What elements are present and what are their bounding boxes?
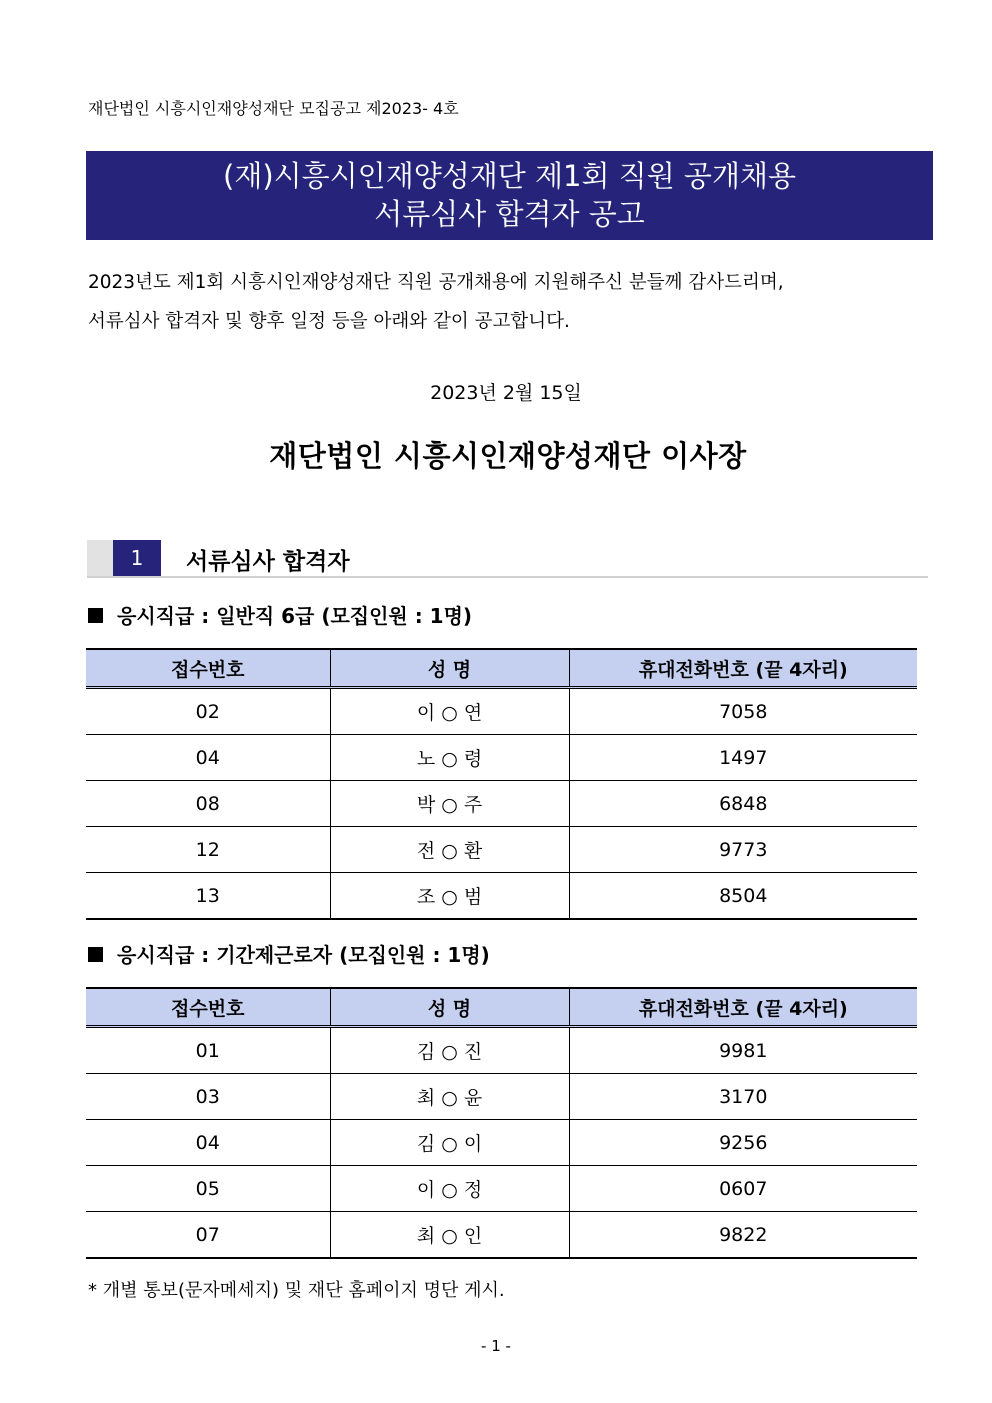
cell-name: 최 ○ 인 (330, 1212, 569, 1259)
cell-phone: 9773 (569, 827, 917, 873)
table-row (86, 1212, 917, 1259)
cell-name: 최 ○ 윤 (330, 1074, 569, 1120)
cell-phone: 3170 (569, 1074, 917, 1120)
group2-heading-text: 응시직급 : 기간제근로자 (모집인원 : 1명) (117, 943, 490, 967)
intro-line-2: 서류심사 합격자 및 향후 일정 등을 아래와 같이 공고합니다. (88, 311, 570, 332)
cell-receipt-no: 12 (86, 827, 330, 873)
header-phone: 휴대전화번호 (끝 4자리) (569, 649, 917, 688)
section-title: 서류심사 합격자 (186, 549, 350, 575)
notice-number: 재단법인 시흥시인재양성재단 모집공고 제2023- 4호 (88, 99, 459, 118)
group2-heading (88, 939, 490, 968)
cell-receipt-no: 03 (86, 1074, 330, 1120)
cell-name: 노 ○ 령 (330, 735, 569, 781)
group1-heading-text: 응시직급 : 일반직 6급 (모집인원 : 1명) (117, 604, 473, 628)
cell-receipt-no: 05 (86, 1166, 330, 1212)
table-row (86, 1027, 917, 1074)
group1-table (86, 648, 917, 920)
header-receipt-no: 접수번호 (86, 649, 330, 688)
cell-phone: 8504 (569, 873, 917, 920)
table-row (86, 1120, 917, 1166)
cell-name: 박 ○ 주 (330, 781, 569, 827)
table-row (86, 827, 917, 873)
cell-name: 김 ○ 진 (330, 1027, 569, 1074)
page-number: - 1 - (481, 1337, 511, 1355)
group1-heading (88, 600, 472, 629)
footnote: * 개별 통보(문자메세지) 및 재단 홈페이지 명단 게시. (88, 1280, 505, 1301)
header-phone: 휴대전화번호 (끝 4자리) (569, 988, 917, 1027)
square-bullet-icon (88, 608, 103, 623)
intro-line-1: 2023년도 제1회 시흥시인재양성재단 직원 공개채용에 지원해주신 분들께 감사드리며, (88, 272, 784, 293)
cell-phone: 9981 (569, 1027, 917, 1074)
cell-name: 전 ○ 환 (330, 827, 569, 873)
cell-phone: 6848 (569, 781, 917, 827)
cell-receipt-no: 04 (86, 1120, 330, 1166)
table-row (86, 688, 917, 735)
section-divider (87, 576, 928, 578)
cell-phone: 1497 (569, 735, 917, 781)
cell-phone: 9256 (569, 1120, 917, 1166)
table-row (86, 1166, 917, 1212)
title-banner (86, 151, 933, 240)
cell-phone: 0607 (569, 1166, 917, 1212)
cell-name: 조 ○ 범 (330, 873, 569, 920)
group2-table (86, 987, 917, 1259)
square-bullet-icon (88, 947, 103, 962)
cell-phone: 9822 (569, 1212, 917, 1259)
cell-receipt-no: 13 (86, 873, 330, 920)
table-row (86, 735, 917, 781)
table-row (86, 1074, 917, 1120)
title-line-2: 서류심사 합격자 공고 (374, 197, 645, 231)
cell-receipt-no: 02 (86, 688, 330, 735)
title-line-1: (재)시흥시인재양성재단 제1회 직원 공개채용 (223, 159, 796, 193)
cell-name: 이 ○ 정 (330, 1166, 569, 1212)
cell-phone: 7058 (569, 688, 917, 735)
table-row (86, 781, 917, 827)
announcement-date: 2023년 2월 15일 (430, 382, 582, 404)
cell-receipt-no: 08 (86, 781, 330, 827)
header-name: 성 명 (330, 649, 569, 688)
cell-name: 김 ○ 이 (330, 1120, 569, 1166)
table-header-row (86, 649, 917, 688)
header-name: 성 명 (330, 988, 569, 1027)
header-receipt-no: 접수번호 (86, 988, 330, 1027)
table-header-row (86, 988, 917, 1027)
issuer: 재단법인 시흥시인재양성재단 이사장 (269, 439, 747, 473)
cell-receipt-no: 07 (86, 1212, 330, 1259)
cell-receipt-no: 04 (86, 735, 330, 781)
cell-name: 이 ○ 연 (330, 688, 569, 735)
section-number: 1 (113, 540, 161, 576)
table-row (86, 873, 917, 920)
section-accent (87, 540, 113, 576)
cell-receipt-no: 01 (86, 1027, 330, 1074)
